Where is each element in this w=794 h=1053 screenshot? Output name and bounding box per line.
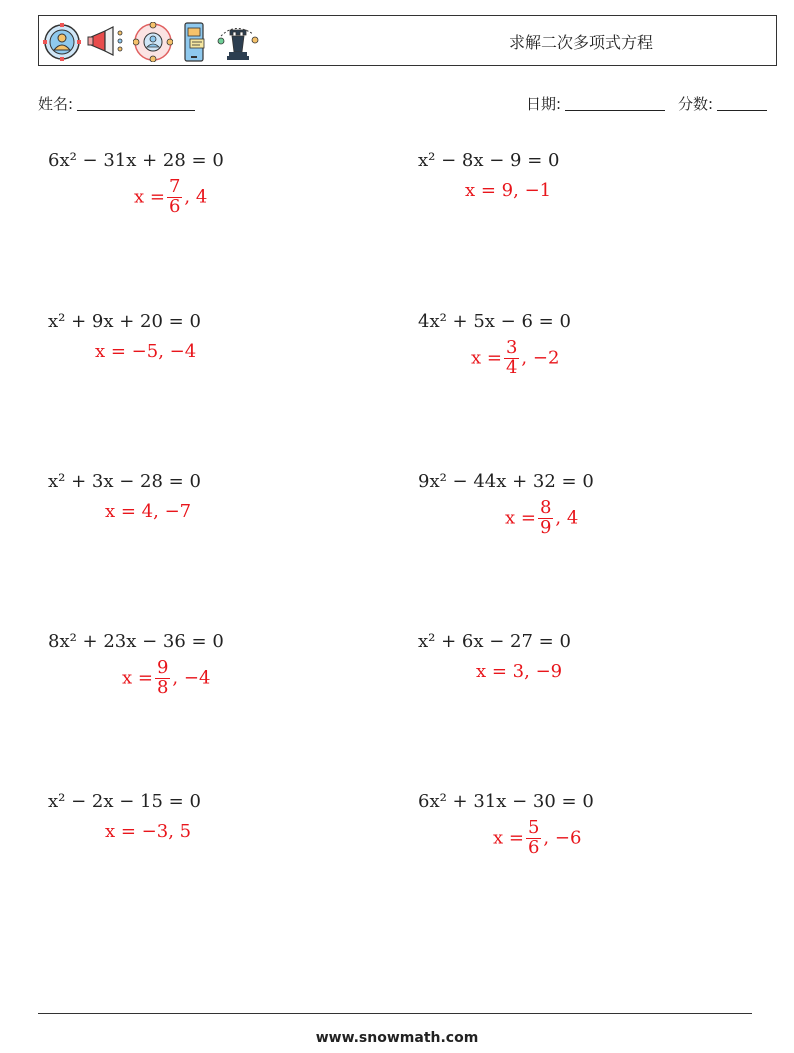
answer-prefix: x = bbox=[122, 667, 153, 689]
answer-fraction bbox=[538, 499, 553, 538]
answer bbox=[134, 178, 207, 217]
answer-prefix: x = bbox=[493, 827, 524, 849]
answer-rest: , −6 bbox=[543, 827, 582, 849]
answer-rest: , −4 bbox=[172, 667, 211, 689]
chess-rook-icon bbox=[215, 22, 261, 62]
date-label: 日期: bbox=[526, 95, 562, 113]
equation: x² − 8x − 9 = 0 bbox=[418, 150, 560, 171]
answer bbox=[471, 339, 559, 378]
answer-prefix: x = bbox=[134, 186, 165, 208]
equation: 6x² + 31x − 30 = 0 bbox=[418, 791, 594, 812]
equation: 8x² + 23x − 36 = 0 bbox=[48, 631, 224, 652]
megaphone-icon bbox=[87, 23, 127, 61]
equation: 4x² + 5x − 6 = 0 bbox=[418, 311, 571, 332]
date-blank[interactable] bbox=[565, 96, 665, 111]
answer bbox=[122, 659, 210, 698]
user-target-icon bbox=[43, 23, 81, 61]
answer-prefix: x = −3, 5 bbox=[105, 821, 192, 842]
answer bbox=[465, 180, 551, 201]
answer bbox=[105, 501, 191, 522]
name-blank[interactable] bbox=[77, 96, 195, 111]
answer-rest: , 4 bbox=[555, 507, 579, 529]
worksheet-title: 求解二次多项式方程 bbox=[509, 33, 654, 52]
answer-fraction bbox=[504, 339, 519, 378]
fraction-denominator: 6 bbox=[168, 195, 181, 217]
network-icon bbox=[133, 22, 173, 62]
equation: x² + 3x − 28 = 0 bbox=[48, 471, 201, 492]
answer-prefix: x = bbox=[471, 347, 502, 369]
mobile-app-icon bbox=[179, 22, 209, 62]
header-icons bbox=[43, 22, 261, 62]
answer-rest: , 4 bbox=[184, 186, 208, 208]
equation: x² + 9x + 20 = 0 bbox=[48, 311, 201, 332]
equation: 6x² − 31x + 28 = 0 bbox=[48, 150, 224, 171]
footer-divider bbox=[38, 1013, 752, 1014]
score-field bbox=[678, 93, 767, 114]
answer-fraction bbox=[155, 659, 170, 698]
equation: x² − 2x − 15 = 0 bbox=[48, 791, 201, 812]
fraction-numerator: 8 bbox=[539, 497, 552, 518]
answer-prefix: x = 4, −7 bbox=[105, 501, 192, 522]
fraction-denominator: 4 bbox=[505, 356, 518, 378]
name-label: 姓名: bbox=[38, 95, 74, 113]
equation: x² + 6x − 27 = 0 bbox=[418, 631, 571, 652]
fraction-denominator: 8 bbox=[156, 676, 169, 698]
answer bbox=[105, 821, 191, 842]
date-field bbox=[526, 93, 665, 114]
worksheet-header bbox=[38, 15, 777, 66]
fraction-denominator: 6 bbox=[527, 836, 540, 858]
footer-url: www.snowmath.com bbox=[315, 1030, 479, 1046]
fraction-numerator: 5 bbox=[527, 817, 540, 838]
answer-prefix: x = 3, −9 bbox=[476, 661, 563, 682]
fraction-numerator: 9 bbox=[156, 657, 169, 678]
answer-fraction bbox=[167, 178, 182, 217]
answer-rest: , −2 bbox=[521, 347, 560, 369]
answer-prefix: x = −5, −4 bbox=[95, 341, 197, 362]
equation: 9x² − 44x + 32 = 0 bbox=[418, 471, 594, 492]
score-blank[interactable] bbox=[717, 96, 767, 111]
name-field bbox=[38, 93, 195, 114]
answer bbox=[95, 341, 196, 362]
fraction-numerator: 3 bbox=[505, 337, 518, 358]
answer bbox=[493, 819, 581, 858]
answer-fraction bbox=[526, 819, 541, 858]
answer-prefix: x = 9, −1 bbox=[465, 180, 552, 201]
score-label: 分数: bbox=[678, 95, 714, 113]
answer-prefix: x = bbox=[505, 507, 536, 529]
answer bbox=[505, 499, 578, 538]
fraction-denominator: 9 bbox=[539, 516, 552, 538]
fraction-numerator: 7 bbox=[168, 176, 181, 197]
answer bbox=[476, 661, 562, 682]
